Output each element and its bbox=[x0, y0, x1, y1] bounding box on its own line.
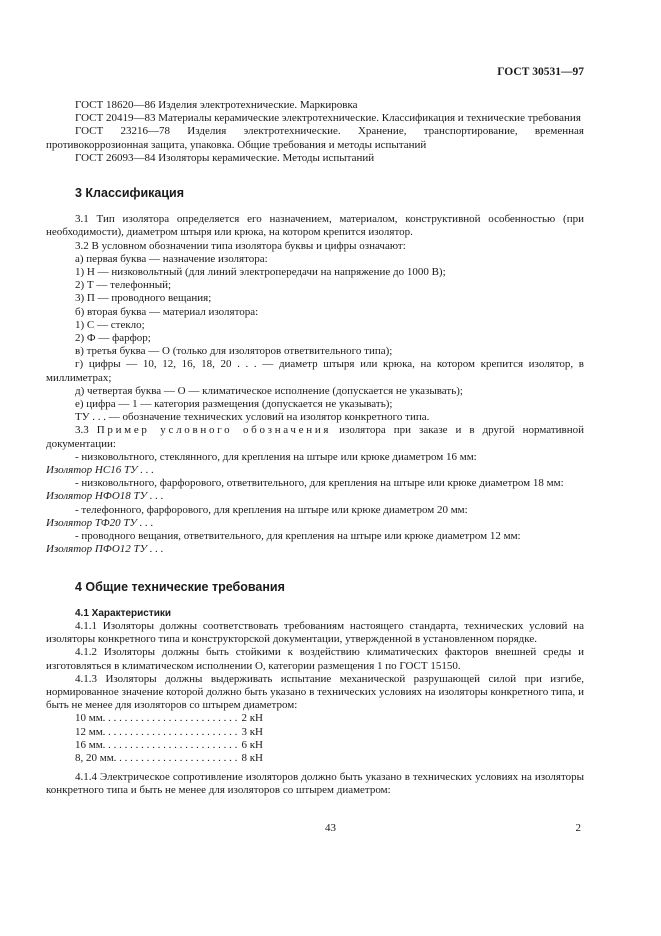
dot-leader bbox=[103, 712, 240, 725]
standard-code-header: ГОСТ 30531—97 bbox=[497, 66, 584, 78]
load-row bbox=[75, 726, 263, 739]
example-description: - низковольтного, стеклянного, для крепления на штыре или крюке диаметром 16 мм: bbox=[75, 450, 477, 463]
list-item: 3) П — проводного вещания; bbox=[75, 292, 212, 305]
section-4-heading: 4 Общие технические требования bbox=[75, 579, 285, 594]
reference-item: ГОСТ 23216—78 Изделия электротехнические. Хранение, транспортирование, временная противокоррозионная защита, упаковка. Общие требования и методы испытаний bbox=[46, 125, 584, 151]
paragraph-3-3 bbox=[46, 424, 584, 450]
example-designation: Изолятор ПФО12 ТУ . . . bbox=[46, 543, 164, 556]
load-row bbox=[75, 739, 263, 752]
reference-item: ГОСТ 20419—83 Материалы керамические электротехнические. Классификация и технические требования bbox=[75, 112, 581, 125]
clause-text: изолятора при заказе и в другой нормативной документации: bbox=[46, 424, 584, 450]
list-item: г) цифры — 10, 12, 16, 18, 20 . . . — диаметр штыря или крюка, на котором крепится изолятор, в миллиметрах; bbox=[46, 358, 584, 384]
list-item: 1) С — стекло; bbox=[75, 318, 145, 331]
page-content bbox=[46, 99, 584, 798]
list-item: 2) Ф — фарфор; bbox=[75, 332, 151, 345]
paragraph-4-1-4: 4.1.4 Электрическое сопротивление изоляторов должно быть указано в технических условиях на изоляторы конкретного типа и быть не менее для изоляторов со штырем диаметром: bbox=[46, 771, 584, 797]
example-designation: Изолятор ТФ20 ТУ . . . bbox=[46, 516, 154, 529]
pin-diameter: 16 мм bbox=[75, 738, 103, 751]
load-row bbox=[75, 712, 263, 725]
pin-diameter: 10 мм bbox=[75, 712, 103, 725]
list-item: а) первая буква — назначение изолятора: bbox=[75, 252, 268, 265]
dot-leader bbox=[103, 739, 240, 752]
list-item: д) четвертая буква — О — климатическое исполнение (допускается не указывать); bbox=[75, 384, 463, 397]
clause-number: 3.3 bbox=[75, 424, 89, 437]
load-value: 6 кН bbox=[241, 738, 263, 751]
paragraph-3-1: 3.1 Тип изолятора определяется его назначением, материалом, конструктивной особенностью (при необходимости), диаметром штыря или крюка, на котором крепится изолятор. bbox=[46, 213, 584, 239]
reference-item: ГОСТ 18620—86 Изделия электротехнические. Маркировка bbox=[75, 99, 358, 111]
load-value: 8 кН bbox=[241, 751, 263, 764]
spaced-emphasis: Пример условного обозначения bbox=[96, 424, 332, 437]
pin-diameter: 12 мм bbox=[75, 725, 103, 738]
list-item: ТУ . . . — обозначение технических условий на изолятор конкретного типа. bbox=[75, 411, 430, 424]
example-description: - низковольтного, фарфорового, ответвительного, для крепления на штыре или крюке диаметром 18 мм: bbox=[75, 477, 564, 490]
pin-diameter: 8, 20 мм bbox=[75, 751, 114, 764]
normative-references bbox=[46, 99, 584, 165]
reference-item: ГОСТ 26093—84 Изоляторы керамические. Методы испытаний bbox=[75, 151, 375, 164]
corner-page-number: 2 bbox=[575, 822, 581, 834]
example-designation: Изолятор НФО18 ТУ . . . bbox=[46, 490, 164, 503]
example-description: - проводного вещания, ответвительного, для крепления на штыре или крюке диаметром 12 мм: bbox=[75, 530, 521, 543]
paragraph-3-2: 3.2 В условном обозначении типа изолятора буквы и цифры означают: bbox=[75, 239, 406, 252]
paragraph-4-1-1: 4.1.1 Изоляторы должны соответствовать требованиям настоящего стандарта, технических условий на изоляторы конкретного типа и конструкторской документации, утвержденной в установленном порядке. bbox=[46, 619, 584, 646]
list-item: в) третья буква — О (только для изоляторов ответвительного типа); bbox=[75, 345, 393, 358]
paragraph-4-1-3: 4.1.3 Изоляторы должны выдерживать испытание механической разрушающей силой при изгибе, нормированное значение которой должно быть указано в технических условиях на изоляторы конкретного типа, и быть не менее для изоляторов со штырем диаметром: bbox=[46, 672, 584, 712]
dot-leader bbox=[103, 726, 240, 739]
section-3-heading: 3 Классификация bbox=[75, 186, 185, 201]
subsection-4-1-heading: 4.1 Характеристики bbox=[75, 607, 172, 619]
list-item: е) цифра — 1 — категория размещения (допускается не указывать); bbox=[75, 398, 393, 411]
load-value: 3 кН bbox=[241, 725, 263, 738]
list-item: 2) Т — телефонный; bbox=[75, 279, 172, 292]
load-row bbox=[75, 752, 263, 765]
paragraph-4-1-2: 4.1.2 Изоляторы должны быть стойкими к воздействию климатических факторов внешней среды и изготовляться в климатическом исполнении О, категории размещения 1 по ГОСТ 15150. bbox=[46, 646, 584, 672]
load-value: 2 кН bbox=[241, 712, 263, 725]
example-description: - телефонного, фарфорового, для крепления на штыре или крюке диаметром 20 мм: bbox=[75, 503, 468, 516]
page-number: 43 bbox=[325, 822, 336, 834]
example-designation: Изолятор НС16 ТУ . . . bbox=[46, 464, 154, 477]
list-item: б) вторая буква — материал изолятора: bbox=[75, 305, 259, 318]
dot-leader bbox=[114, 752, 240, 765]
list-item: 1) Н — низковольтный (для линий электропередачи на напряжение до 1000 В); bbox=[75, 266, 446, 279]
